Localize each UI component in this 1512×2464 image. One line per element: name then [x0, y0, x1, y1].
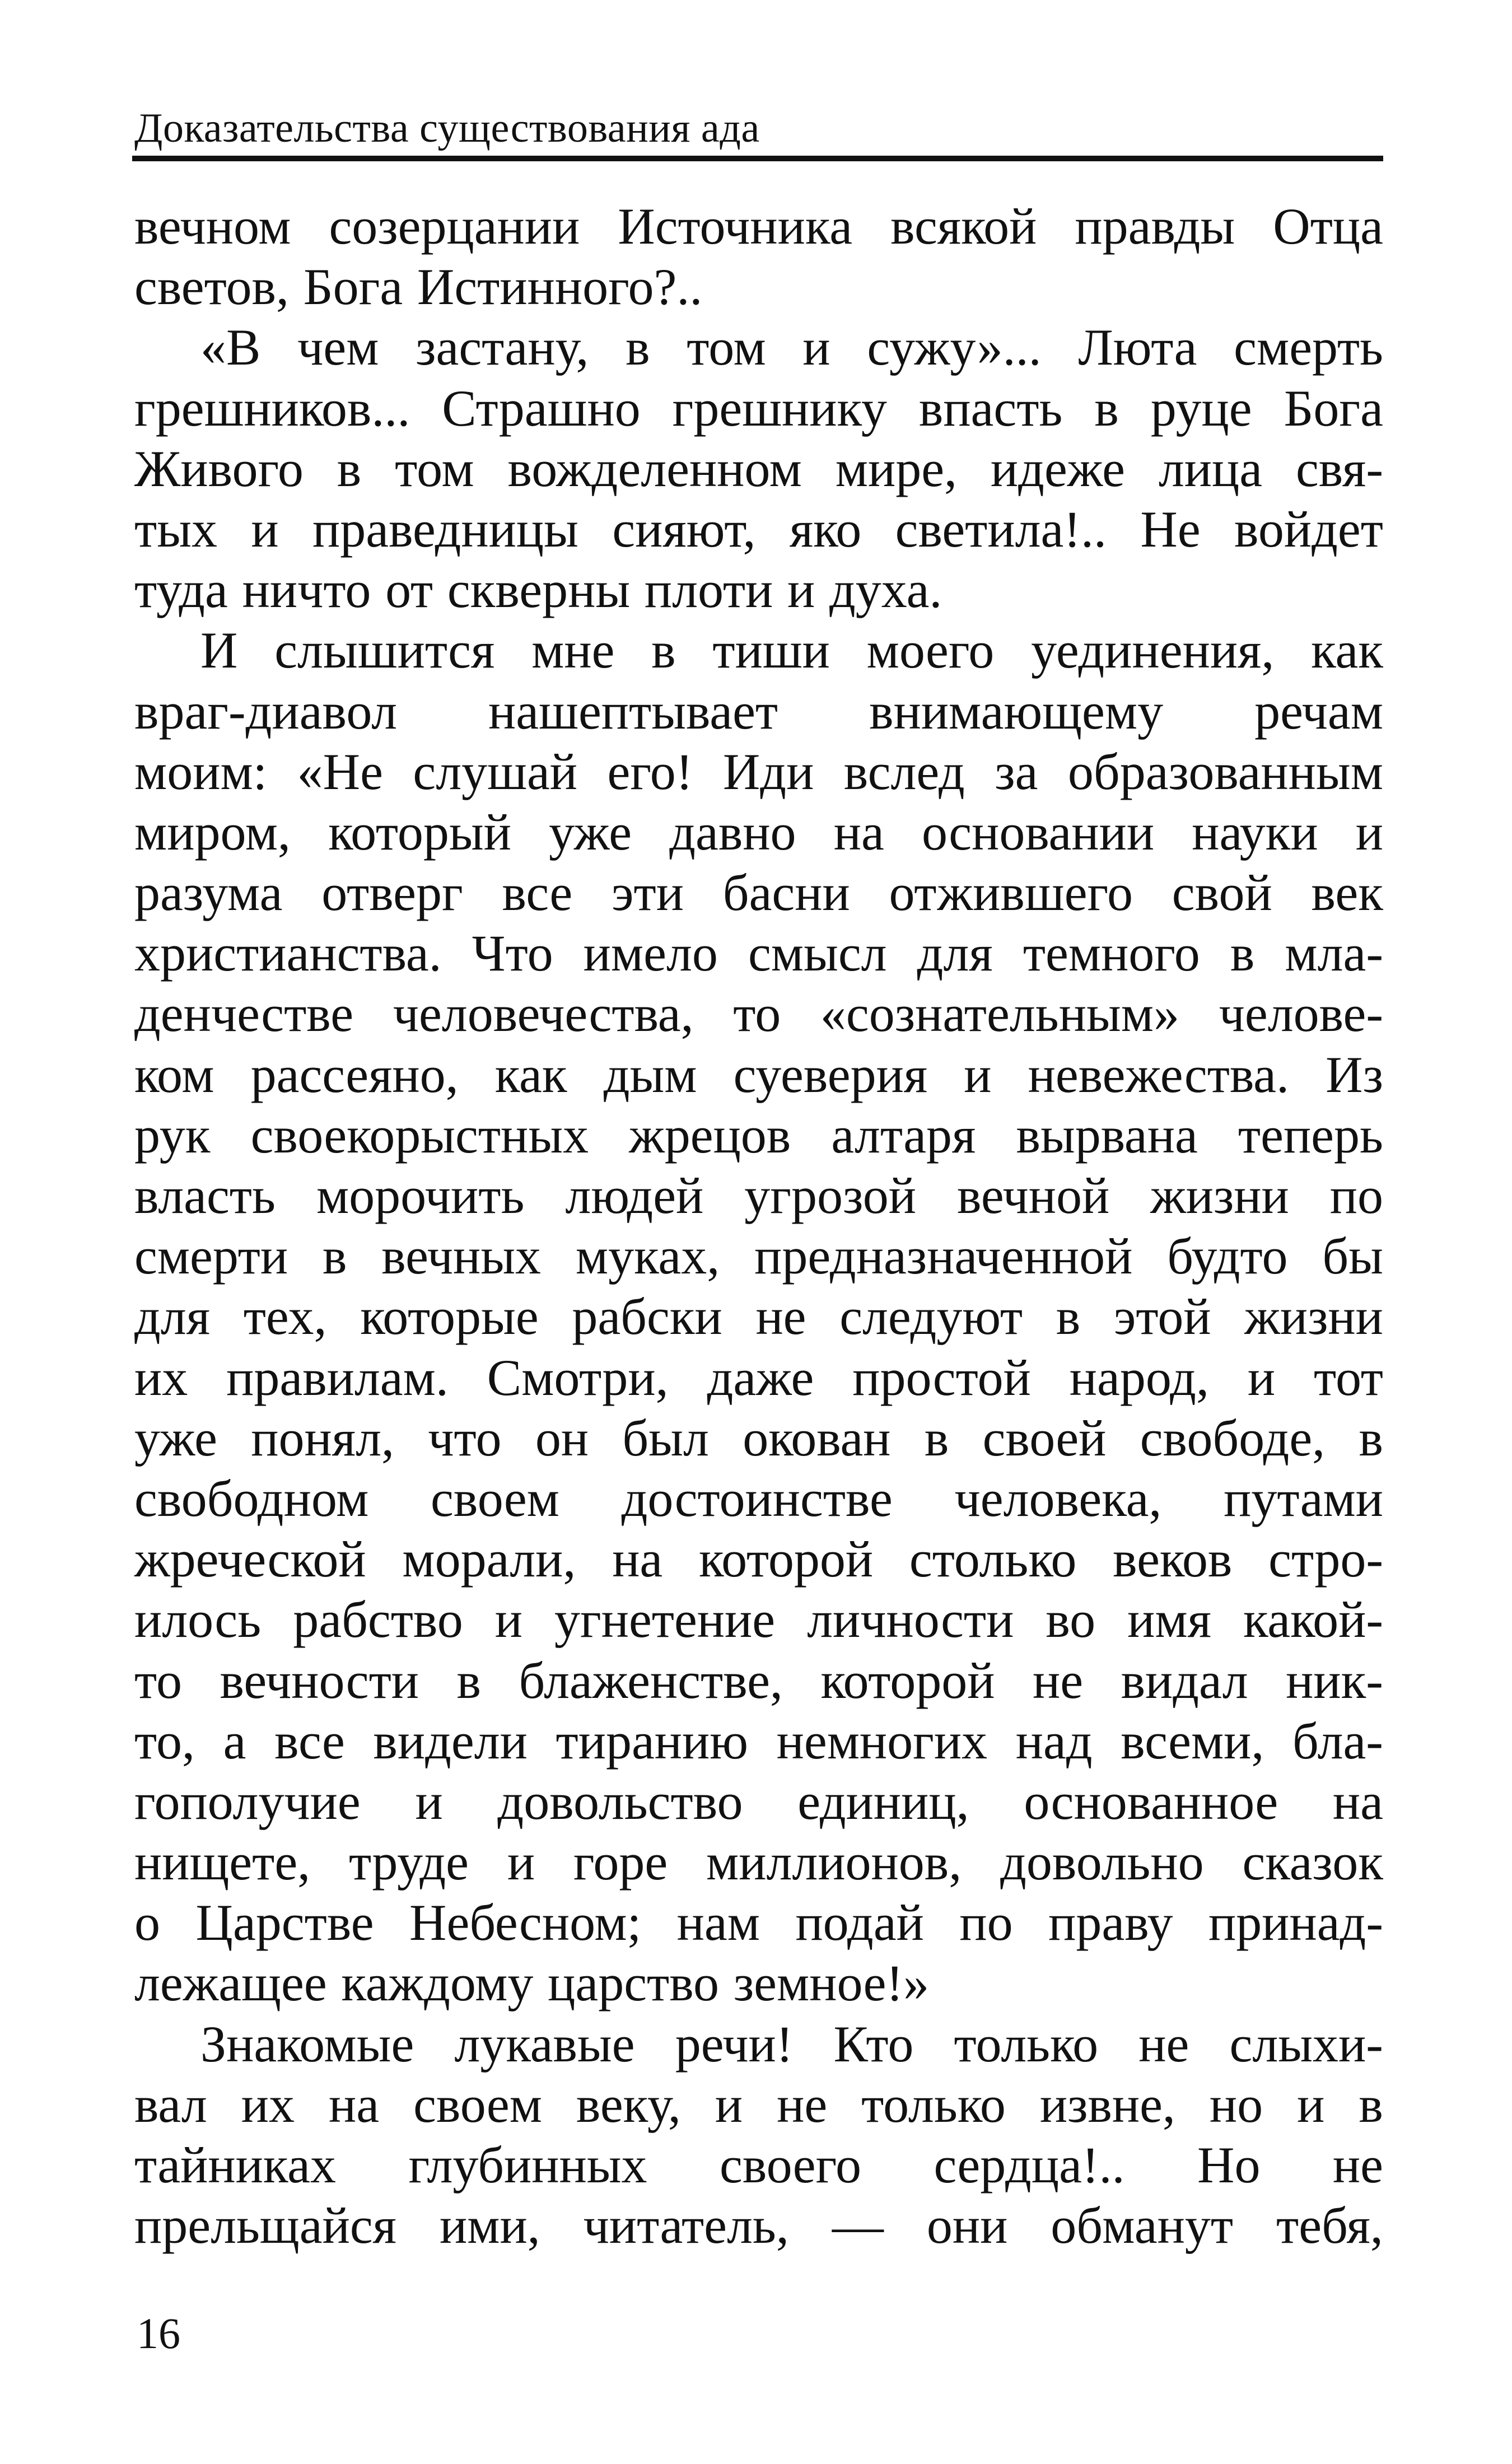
text-line: «В чем застану, в том и сужу»... Люта смерть [200, 319, 1383, 376]
text-line: вечном созерцании Источника всякой правды Отца [134, 198, 1383, 255]
text-line: их правилам. Смотри, даже простой народ, и тот [134, 1348, 1383, 1406]
text-line: уже понял, что он был окован в своей свободе, в [134, 1409, 1383, 1467]
text-line: враг-диавол нашептывает внимающему речам [134, 682, 1383, 740]
text-line: гополучие и довольство единиц, основанное на [134, 1772, 1383, 1830]
text-line: о Царстве Небесном; нам подай по праву принад- [134, 1894, 1383, 1952]
text-line: тых и праведницы сияют, яко светила!.. Не войдет [134, 500, 1383, 558]
text-line: свободном своем достоинстве человека, путами [134, 1469, 1383, 1527]
text-line: разума отверг все эти басни отжившего свой век [134, 864, 1383, 922]
text-line: миром, который уже давно на основании науки и [134, 803, 1383, 861]
text-line: тайниках глубинных своего сердца!.. Но не [134, 2136, 1383, 2194]
text-line: то, а все видели тиранию немногих над всеми, бла- [134, 1712, 1383, 1770]
text-line: Знакомые лукавые речи! Кто только не слыхи- [200, 2015, 1383, 2073]
text-line: христианства. Что имело смысл для темного в мла- [134, 925, 1383, 982]
text-line: лежащее каждому царство земное!» [134, 1954, 930, 2012]
text-line: И слышится мне в тиши моего уединения, как [200, 622, 1383, 679]
header-rule [132, 156, 1383, 161]
text-line: то вечности в блаженстве, которой не видал ник- [134, 1651, 1383, 1709]
text-line: нищете, труде и горе миллионов, довольно сказок [134, 1833, 1383, 1891]
text-line: власть морочить людей угрозой вечной жизни по [134, 1167, 1383, 1224]
text-line: денчестве человечества, то «сознательным» челове- [134, 985, 1383, 1043]
text-line: рук своекорыстных жрецов алтаря вырвана теперь [134, 1106, 1383, 1164]
text-line: илось рабство и угнетение личности во имя какой- [134, 1591, 1383, 1649]
text-line: светов, Бога Истинного?.. [134, 258, 703, 316]
text-line: грешников... Страшно грешнику впасть в руце Бога [134, 379, 1383, 437]
text-line: моим: «Не слушай его! Иди вслед за образованным [134, 743, 1383, 800]
text-line: прельщайся ими, читатель, — они обманут тебя, [134, 2197, 1383, 2255]
page-number: 16 [137, 2309, 180, 2358]
text-line: жреческой морали, на которой столько веков стро- [134, 1530, 1383, 1588]
text-line: ком рассеяно, как дым суеверия и невежества. Из [134, 1046, 1383, 1103]
running-head-title: Доказательства существования ада [134, 105, 760, 151]
text-line: Живого в том вожделенном мире, идеже лица свя- [134, 440, 1383, 497]
text-line: смерти в вечных муках, предназначенной будто бы [134, 1228, 1383, 1285]
text-line: туда ничто от скверны плоти и духа. [134, 561, 942, 619]
body-text [134, 196, 1383, 2256]
text-line: вал их на своем веку, и не только извне, но и в [134, 2075, 1383, 2133]
text-line: для тех, которые рабски не следуют в этой жизни [134, 1288, 1383, 1346]
